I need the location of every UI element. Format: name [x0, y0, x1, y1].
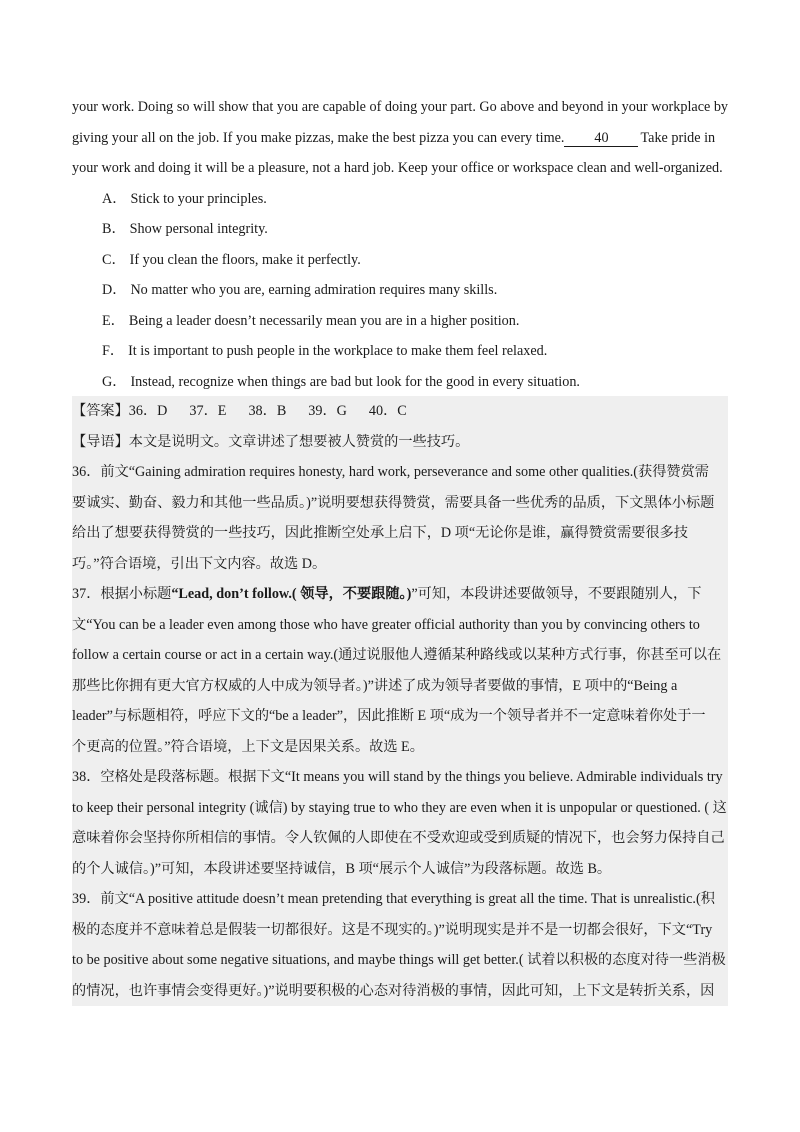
passage-section [72, 92, 732, 397]
explanation-text: 37．根据小标题 [72, 586, 172, 602]
option-a [72, 184, 732, 215]
subheading-quote: “Lead, don’t follow.( 领导，不要跟随。) [171, 586, 412, 602]
option-c [72, 245, 732, 276]
option-text: Being a leader doesn’t necessarily mean you are in a higher position. [128, 312, 520, 329]
explanation-36-line: 36．前文“Gaining admiration requires honesty, hard work, perseverance and some other qualities.(获得赞赏需 [72, 464, 709, 480]
explanation-38-line: 的个人诚信。)”可知，本段讲述要坚持诚信，B 项“展示个人诚信”为段落标题。故选 B。 [72, 860, 612, 877]
explanation-36-line: 给出了想要获得赞赏的一些技巧，因此推断空处承上启下，D 项“无论你是谁，赢得赞赏需要很多技 [72, 525, 688, 541]
passage-text: giving your all on the job. If you make pizzas, make the best pizza you can every time. [72, 129, 565, 146]
option-f [72, 336, 732, 367]
passage-line: your work and doing it will be a pleasure, not a hard job. Keep your office or workspace clean and well-organized. [72, 160, 723, 176]
option-b [72, 214, 732, 245]
explanation-39-line: to be positive about some negative situations, and maybe things will get better.( 试着以积极的态度对待一些消极 [72, 952, 726, 968]
explanation-38-line: 意味着你会坚持你所相信的事情。令人钦佩的人即使在不受欢迎或受到质疑的情况下，也会努力保持自己 [72, 830, 725, 846]
explanation-37-line: leader”与标题相符，呼应下文的“be a leader”，因此推断 E 项“成为一个领导者并不一定意味着你处于一 [72, 708, 706, 724]
answer-key [72, 396, 728, 427]
explanation-39-line: 39．前文“A positive attitude doesn’t mean pretending that everything is great all the time. That is unrealistic.(积 [72, 891, 715, 907]
option-text: No matter who you are, earning admiration requires many skills. [130, 282, 498, 298]
explanation-39-line: 极的态度并不意味着总是假装一切都很好。这是不现实的。)”说明现实是并不是一切都会很好，下文“Try [72, 921, 713, 938]
explanation-39-line: 的情况，也许事情会变得更好。)”说明要积极的心态对待消极的事情，因此可知，上下文是转折关系，因 [72, 982, 715, 999]
guide-line [72, 427, 728, 458]
option-letter: B． [102, 221, 126, 237]
option-text: If you clean the floors, make it perfectly. [129, 251, 361, 268]
option-text: Show personal integrity. [129, 221, 268, 237]
option-g [72, 367, 732, 398]
option-text: Stick to your principles. [130, 190, 267, 207]
option-letter: G． [102, 373, 127, 390]
answer-item: 37．E [189, 403, 227, 419]
option-letter: A． [102, 190, 127, 207]
answer-item: 40．C [368, 403, 407, 419]
option-letter: C． [102, 251, 126, 268]
passage-text: Take pride in [640, 129, 716, 146]
option-text: Instead, recognize when things are bad but look for the good in every situation. [130, 373, 580, 390]
explanation-37-line: follow a certain course or act in a certain way.(通过说服他人遵循某种路线或以某种方式行事，你甚至可以在 [72, 647, 722, 663]
answer-item: 36．D [128, 403, 168, 419]
answer-item: 39．G [308, 403, 347, 419]
guide-text: 本文是说明文。文章讲述了想要被人赞赏的一些技巧。 [128, 433, 470, 450]
passage-line: your work. Doing so will show that you are capable of doing your part. Go above and beyond in your workplace by [72, 99, 729, 115]
explanation-text: ”可知，本段讲述要做领导，不要跟随别人，下 [411, 586, 702, 602]
answer-blank: 40 [564, 130, 638, 147]
option-letter: E． [102, 312, 125, 329]
explanation-37-line: 文“You can be a leader even among those who have greater official authority than you by convincing others to [72, 616, 700, 633]
passage-line [72, 123, 732, 154]
answer-item: 38．B [248, 403, 287, 419]
option-letter: F． [102, 343, 125, 359]
explanation-36-line: 要诚实、勤奋、毅力和其他一些品质。)”说明要想获得赞赏，需要具备一些优秀的品质，下文黑体小标题 [72, 494, 715, 511]
answer-explanation-section [72, 396, 728, 1006]
option-e [72, 306, 732, 337]
explanation-37-line: 那些比你拥有更大官方权威的人中成为领导者。)”讲述了成为领导者要做的事情，E 项中的“Being a [72, 677, 678, 694]
guide-label: 【导语】 [72, 433, 129, 450]
option-d [72, 275, 732, 306]
option-text: It is important to push people in the workplace to make them feel relaxed. [128, 343, 548, 359]
answer-label: 【答案】 [72, 403, 129, 419]
explanation-37-line: 个更高的位置。”符合语境，上下文是因果关系。故选 E。 [72, 738, 424, 755]
explanation-37-line [72, 579, 728, 610]
explanation-36-line: 巧。”符合语境，引出下文内容。故选 D。 [72, 555, 327, 572]
option-letter: D． [102, 282, 127, 298]
explanation-38-line: 38．空格处是段落标题。根据下文“It means you will stand by the things you believe. Admirable individuals try [72, 769, 723, 785]
explanation-38-line: to keep their personal integrity (诚信) by staying true to who they are even when it is unpopular or questioned. ( 这 [72, 799, 727, 816]
